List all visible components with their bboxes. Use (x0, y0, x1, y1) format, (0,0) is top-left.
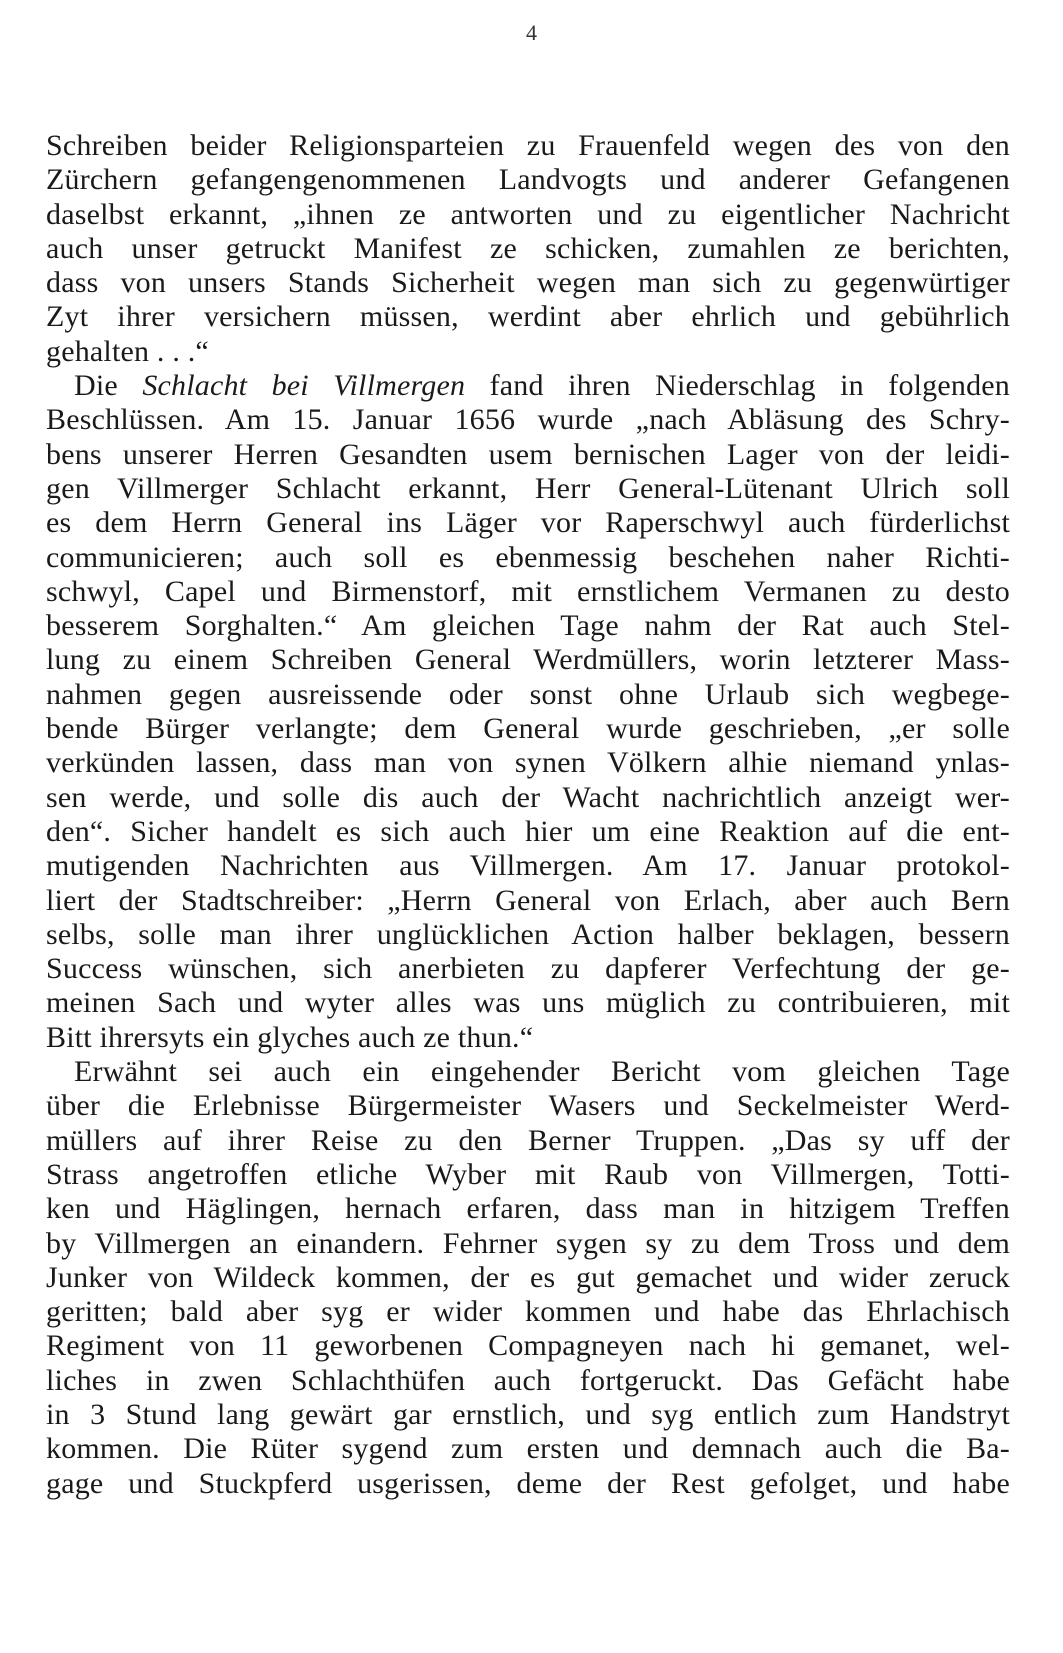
text-line: es dem Herrn General ins Läger vor Raperschwyl auch fürderlichst (46, 506, 1010, 540)
page-number: 4 (526, 20, 537, 45)
text-line: Schreiben beider Religionsparteien zu Frauenfeld wegen des von den (46, 129, 1010, 162)
text-line: den“. Sicher handelt es sich auch hier um eine Reaktion auf die ent- (46, 814, 1010, 848)
text-line: Beschlüssen. Am 15. Januar 1656 wurde „nach Abläsung des Schry- (46, 403, 1010, 437)
italic-phrase: Schlacht bei Villmergen (142, 369, 466, 403)
text-line: bens unserer Herren Gesandten usem bernischen Lager von der leidi- (46, 437, 1010, 471)
text-segment: fand ihren Niederschlag in folgenden (465, 369, 1011, 403)
text-line: nahmen gegen ausreissende oder sonst ohne Urlaub sich wegbege- (46, 677, 1010, 711)
text-line: ken und Häglingen, hernach erfaren, dass man in hitzigem Treffen (46, 1192, 1010, 1226)
text-line: lung zu einem Schreiben General Werdmüllers, worin letzterer Mass- (46, 643, 1010, 677)
text-line: Regiment von 11 geworbenen Compagneyen nach hi gemanet, wel- (46, 1329, 1010, 1363)
text-segment: Die (74, 369, 143, 403)
text-line: dass von unsers Stands Sicherheit wegen man sich zu gegenwürtiger (46, 266, 1010, 300)
text-line: liches in zwen Schlachthüfen auch fortgeruckt. Das Gefächt habe (46, 1363, 1010, 1397)
text-line: Erwähnt sei auch ein eingehender Bericht vom gleichen Tage (74, 1055, 1010, 1089)
text-line: bende Bürger verlangte; dem General wurde geschrieben, „er solle (46, 712, 1010, 746)
text-line: besserem Sorghalten.“ Am gleichen Tage nahm der Rat auch Stel- (46, 609, 1010, 643)
text-line: über die Erlebnisse Bürgermeister Wasers und Seckelmeister Werd- (46, 1089, 1010, 1123)
text-line: meinen Sach und wyter alles was uns müglich zu contribuieren, mit (46, 986, 1010, 1020)
body-text (46, 129, 1010, 1501)
text-line: verkünden lassen, dass man von synen Völkern alhie niemand ynlas- (46, 746, 1010, 780)
text-line: by Villmergen an einandern. Fehrner sygen sy zu dem Tross und dem (46, 1226, 1010, 1260)
text-line: in 3 Stund lang gewärt gar ernstlich, und syg entlich zum Handstryt (46, 1397, 1010, 1431)
text-line: müllers auf ihrer Reise zu den Berner Truppen. „Das sy uff der (46, 1123, 1010, 1157)
text-line: liert der Stadtschreiber: „Herrn General von Erlach, aber auch Bern (46, 883, 1010, 917)
text-line: Zürchern gefangengenommenen Landvogts und anderer Gefangenen (46, 163, 1010, 197)
text-line: Junker von Wildeck kommen, der es gut gemachet und wider zeruck (46, 1260, 1010, 1294)
text-line: geritten; bald aber syg er wider kommen und habe das Ehrlachisch (46, 1295, 1010, 1329)
text-line: gage und Stuckpferd usgerissen, deme der Rest gefolget, und habe (46, 1466, 1010, 1500)
text-line: Strass angetroffen etliche Wyber mit Raub von Villmergen, Totti- (46, 1157, 1010, 1191)
text-line: auch unser getruckt Manifest ze schicken, zumahlen ze berichten, (46, 231, 1010, 265)
text-line: Zyt ihrer versichern müssen, werdint aber ehrlich und gebührlich (46, 300, 1010, 334)
text-line: gen Villmerger Schlacht erkannt, Herr General-Lütenant Ulrich soll (46, 471, 1010, 505)
text-line: sen werde, und solle dis auch der Wacht nachrichtlich anzeigt wer- (46, 780, 1010, 814)
text-line: schwyl, Capel und Birmenstorf, mit ernstlichem Vermanen zu desto (46, 574, 1010, 608)
text-line: kommen. Die Rüter sygend zum ersten und demnach auch die Ba- (46, 1432, 1010, 1466)
text-line (46, 369, 1010, 403)
text-line: Success wünschen, sich anerbieten zu dapferer Verfechtung der ge- (46, 952, 1010, 986)
text-line: daselbst erkannt, „ihnen ze antworten und zu eigentlicher Nachricht (46, 197, 1010, 231)
text-line: mutigenden Nachrichten aus Villmergen. Am 17. Januar protokol- (46, 849, 1010, 883)
text-line: Bitt ihrersyts ein glyches auch ze thun.“ (46, 1020, 534, 1054)
text-line: communicieren; auch soll es ebenmessig beschehen naher Richti- (46, 540, 1010, 574)
text-line: selbs, solle man ihrer unglücklichen Action halber beklagen, bessern (46, 917, 1010, 951)
text-line: gehalten . . .“ (46, 334, 209, 368)
